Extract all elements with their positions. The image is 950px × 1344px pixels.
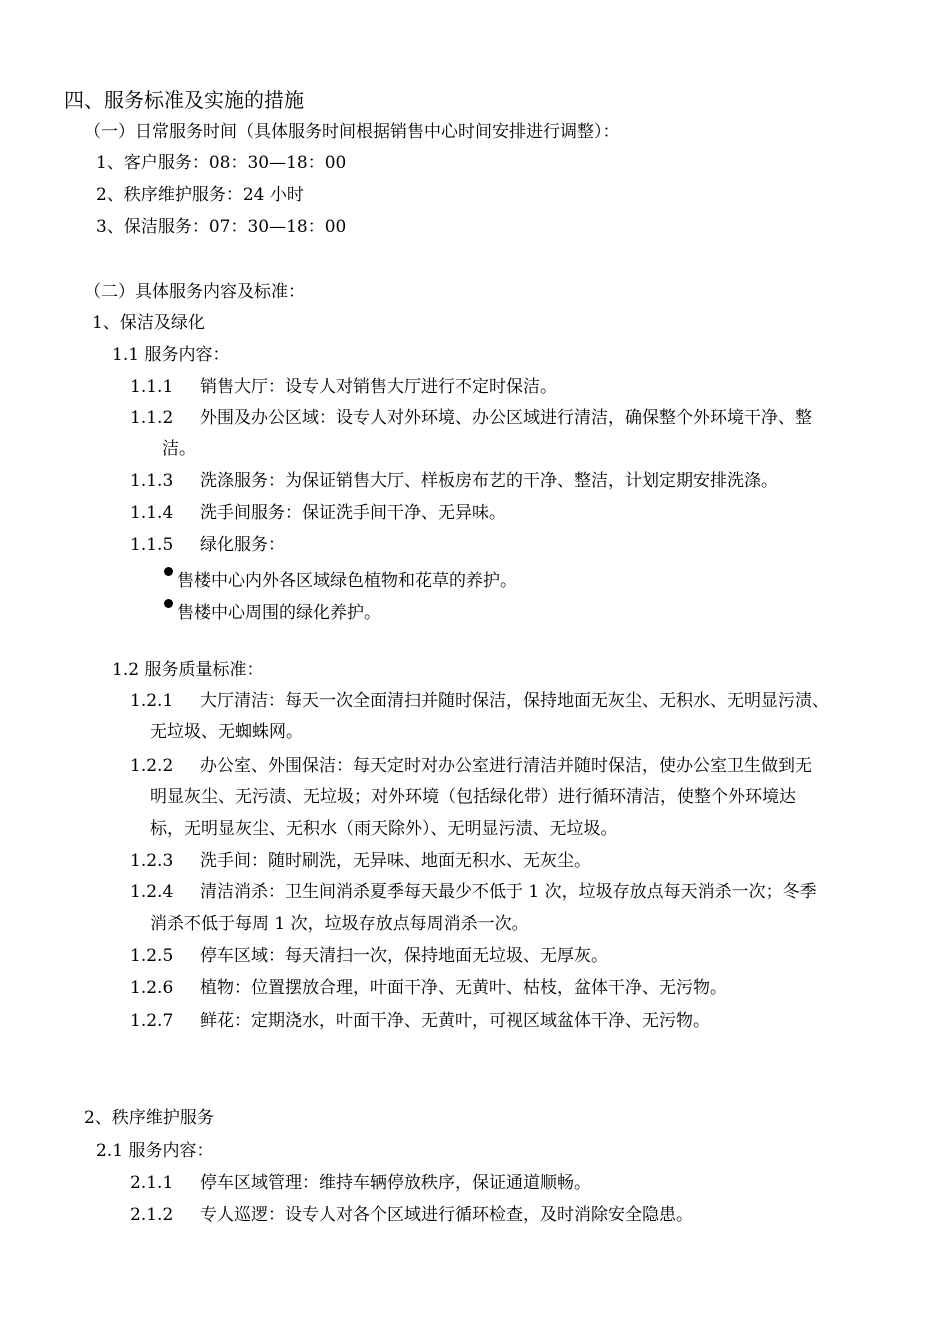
section-heading: 四、服务标准及实施的措施 xyxy=(64,88,304,112)
content-item: 1.1.5 绿化服务： xyxy=(130,535,285,555)
quality-item: 1.2.4 清洁消杀：卫生间消杀夏季每天最少不低于 1 次，垃圾存放点每天消杀一次；冬季 xyxy=(130,882,817,902)
quality-item-continuation: 消杀不低于每周 1 次，垃圾存放点每周消杀一次。 xyxy=(150,914,529,934)
order-maintenance-title: 2、秩序维护服务 xyxy=(84,1108,214,1128)
quality-item: 1.2.2 办公室、外围保洁：每天定时对办公室进行清洁并随时保洁，使办公室卫生做到无 xyxy=(130,756,812,776)
quality-item: 1.2.1 大厅清洁：每天一次全面清扫并随时保洁，保持地面无灰尘、无积水、无明显污渍、 xyxy=(130,691,829,711)
service-hours-item: 2、秩序维护服务：24 小时 xyxy=(96,185,304,205)
quality-item: 1.2.7 鲜花：定期浇水，叶面干净、无黄叶，可视区域盆体干净、无污物。 xyxy=(130,1011,710,1031)
bullet-item: 售楼中心周围的绿化养护。 xyxy=(177,603,381,623)
content-item: 1.1.4 洗手间服务：保证洗手间干净、无异味。 xyxy=(130,503,506,523)
quality-item-continuation: 无垃圾、无蜘蛛网。 xyxy=(150,722,303,742)
order-content-item: 2.1.2 专人巡逻：设专人对各个区域进行循环检查，及时消除安全隐患。 xyxy=(130,1205,693,1225)
service-hours-item: 1、客户服务：08：30—18：00 xyxy=(96,153,347,173)
bullet-dot-icon xyxy=(164,567,173,576)
content-item: 1.1.2 外围及办公区域：设专人对外环境、办公区域进行清洁，确保整个外环境干净、整 xyxy=(130,408,812,428)
cleaning-content-title: 1.1 服务内容： xyxy=(112,345,230,365)
quality-item-continuation: 标，无明显灰尘、无积水（雨天除外）、无明显污渍、无垃圾。 xyxy=(150,819,618,839)
content-item: 1.1.3 洗涤服务：为保证销售大厅、样板房布艺的干净、整洁，计划定期安排洗涤。 xyxy=(130,471,778,491)
content-item-continuation: 洁。 xyxy=(162,439,196,459)
service-hours-title: （一）日常服务时间（具体服务时间根据销售中心时间安排进行调整）： xyxy=(84,122,620,142)
quality-item: 1.2.3 洗手间：随时刷洗，无异味、地面无积水、无灰尘。 xyxy=(130,851,591,871)
bullet-item: 售楼中心内外各区域绿色植物和花草的养护。 xyxy=(177,571,517,591)
service-hours-item: 3、保洁服务：07：30—18：00 xyxy=(96,217,347,237)
quality-item: 1.2.6 植物：位置摆放合理，叶面干净、无黄叶、枯枝，盆体干净、无污物。 xyxy=(130,978,727,998)
bullet-dot-icon xyxy=(164,599,173,608)
cleaning-greening-title: 1、保洁及绿化 xyxy=(92,313,205,333)
order-content-item: 2.1.1 停车区域管理：维持车辆停放秩序，保证通道顺畅。 xyxy=(130,1173,591,1193)
quality-item: 1.2.5 停车区域：每天清扫一次，保持地面无垃圾、无厚灰。 xyxy=(130,946,608,966)
content-item: 1.1.1 销售大厅：设专人对销售大厅进行不定时保洁。 xyxy=(130,377,557,397)
service-content-title: （二）具体服务内容及标准： xyxy=(84,282,305,302)
quality-standard-title: 1.2 服务质量标准： xyxy=(112,660,264,680)
quality-item-continuation: 明显灰尘、无污渍、无垃圾；对外环境（包括绿化带）进行循环清洁，使整个外环境达 xyxy=(150,787,796,807)
order-content-title: 2.1 服务内容： xyxy=(96,1141,214,1161)
